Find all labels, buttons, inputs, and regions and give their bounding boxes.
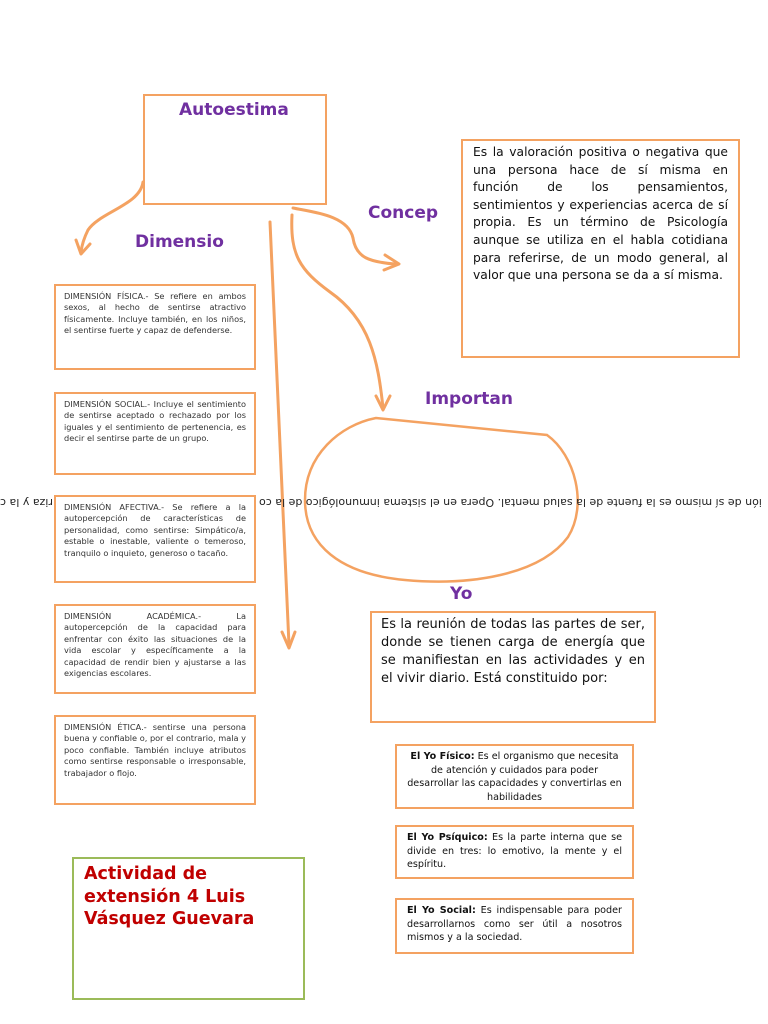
concepto-text: Es la valoración positiva o negativa que una persona hace de sí misma en función de los pensamientos, sentimientos y experiencias acerca de sí propia. Es un término de Psicología aunque se utiliza en el habla cotidiana para referirse, de un modo general, al valor que una persona se da a sí misma. — [473, 145, 728, 283]
yo-text: Es la reunión de todas las partes de ser, donde se tienen carga de energía que se manifiestan en las actividades y en el vivir diario. Está constituido por: — [381, 617, 645, 686]
dimension-heading: DIMENSIÓN ÉTICA.- — [64, 722, 147, 732]
yo-item-label: El Yo Social: — [407, 905, 476, 916]
dimension-heading: DIMENSIÓN FÍSICA.- — [64, 291, 149, 301]
dimension-heading: DIMENSIÓN SOCIAL.- — [64, 399, 151, 409]
yo-item-text: Es la parte interna que se divide en tres: lo emotivo, la mente y el espíritu. — [407, 832, 622, 871]
dimension-label: Dimensio — [135, 232, 224, 252]
actividad-line-3: Vásquez Guevara — [84, 909, 255, 929]
concepto-box — [461, 139, 740, 358]
yo-label: Yo — [450, 584, 473, 604]
dimension-text: Se refiere a la autopercepción de características de personalidad, como sentirse: Simpático/a, estable o inestable, valiente o temeroso, tranquilo o inquieto, generoso o tacaño. — [64, 502, 246, 558]
dimension-text: Incluye el sentimiento de sentirse aceptado o rechazado por los iguales y el sentimiento de pertenencia, es decir el sentirse parte de un grupo. — [64, 399, 247, 444]
concepto-label: Concep — [368, 203, 439, 223]
arrow-long-down — [270, 222, 289, 645]
dimension-text: Se refiere en ambos sexos, al hecho de sentirse atractivo físicamente. Incluye también, en los niños, el sentirse fuerte y capaz de defenderse. — [64, 291, 246, 336]
arrow-to-dimension — [81, 182, 143, 252]
importancia-text-strip — [0, 496, 768, 513]
yo-item-text: Es indispensable para poder desarrollarnos como ser útil a nosotros mismos y a la sociedad. — [407, 905, 622, 944]
dimension-fisica-box — [54, 284, 256, 370]
importancia-text: ión de sí mismo es la fuente de la salud mental. Opera en el sistema inmunológico de la co — [259, 496, 762, 509]
yo-box — [370, 611, 656, 723]
yo-item-text: Es el organismo que necesita de atención y cuidados para poder desarrollar las capacidades y convertirlas en habilidades — [407, 751, 622, 803]
dimension-heading: DIMENSIÓN AFECTIVA.- — [64, 502, 165, 512]
importancia-label: Importan — [425, 389, 513, 409]
actividad-box — [72, 857, 305, 1000]
dimension-text: sentirse una persona buena y confiable o, por el contrario, mala y poco confiable. También incluye atributos como sentirse responsable o irresponsable, trabajador o flojo. — [64, 722, 246, 778]
yo-item-label: El Yo Psíquico: — [407, 832, 488, 843]
dimension-heading: DIMENSIÓN ACADÉMICA.- — [64, 611, 202, 621]
importancia-text-tail: riza y la c — [0, 496, 53, 509]
yo-social-box — [395, 898, 634, 954]
autoestima-title: Autoestima — [179, 100, 289, 120]
dimension-etica-box — [54, 715, 256, 805]
yo-psiquico-box — [395, 825, 634, 879]
dimension-academica-box — [54, 604, 256, 694]
yo-item-label: El Yo Físico: — [410, 751, 475, 762]
dimension-social-box — [54, 392, 256, 475]
arrow-to-importancia — [292, 215, 383, 408]
actividad-line-2: extensión 4 Luis — [84, 886, 246, 907]
dimension-text: La autopercepción de la capacidad para enfrentar con éxito las situaciones de la vida escolar y específicamente a la capacidad de rendir bien y ajustarse a las exigencias escolares. — [64, 611, 247, 679]
actividad-line-1: Actividad de — [84, 864, 208, 884]
yo-fisico-box — [395, 744, 634, 809]
